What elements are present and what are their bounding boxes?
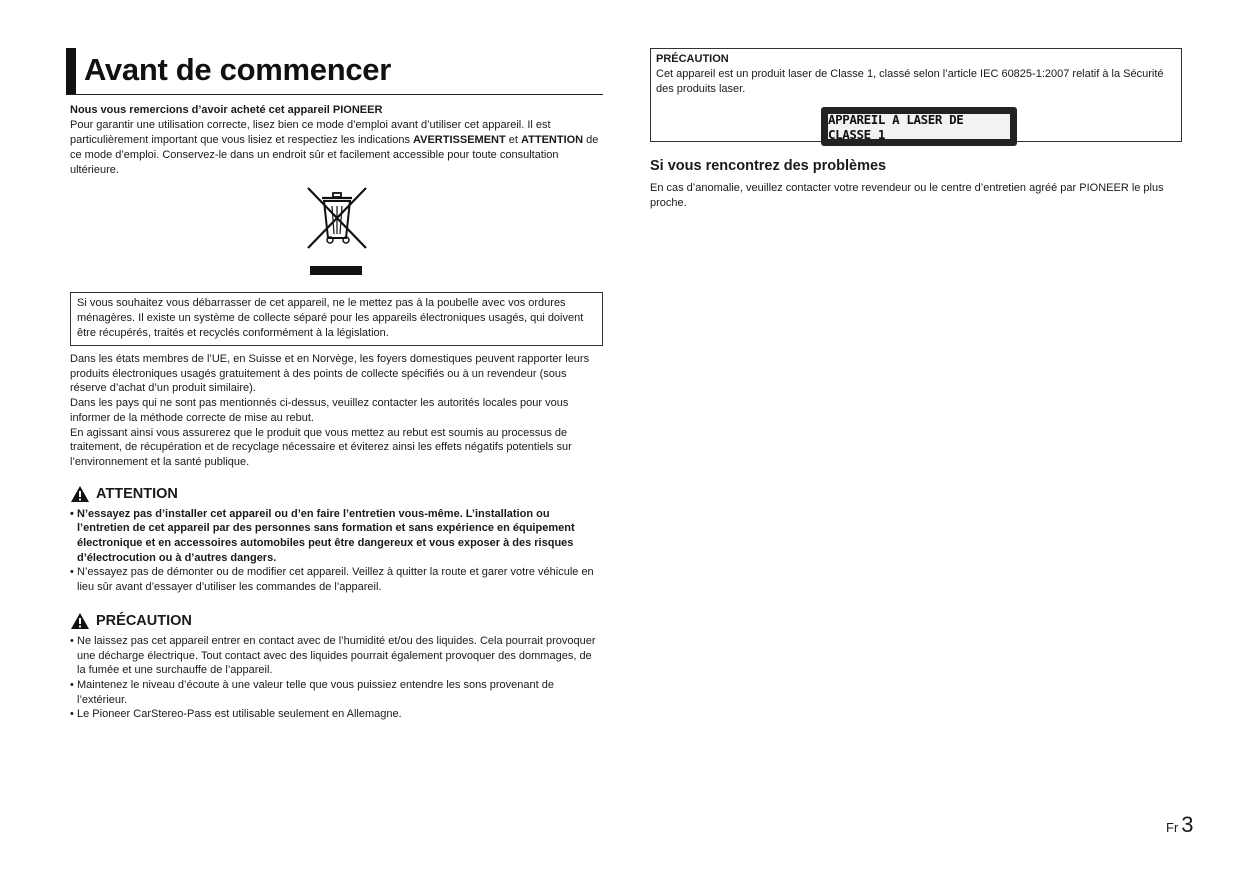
intro-text-3: de ce mode d’emploi. Conservez-le dans un endroit sûr et facilement accessible pour toute consultation ultérieure. [70,134,599,176]
attention-title: ATTENTION [96,485,178,502]
disposal-paragraph: Dans les pays qui ne sont pas mentionnés ci-dessus, veuillez contacter les autorités locales pour vous informer de la méthode correcte de mise au rebut. [70,397,569,424]
list-item: • N’essayez pas de démonter ou de modifier cet appareil. Veillez à quitter la route et garer votre véhicule en lieu sûr avant d’essayer d’utiliser les commandes de l’appareil. [70,565,603,594]
crossed-out-bin-icon [306,186,368,276]
list-item: • Maintenez le niveau d’écoute à une valeur telle que vous puissiez entendre les sons provenant de l’extérieur. [70,678,603,707]
disposal-paragraph: En agissant ainsi vous assurerez que le produit que vous mettez au rebut est soumis au processus de traitement, de récupération et de recyclage nécessaire et éviterez ainsi les effets négatifs potentiels sur l’environnement et la santé publique. [70,426,572,468]
intro-text [70,118,603,178]
laser-class-label-area [656,107,1175,147]
laser-caution-label: PRÉCAUTION [656,53,729,65]
page-language: Fr [1166,820,1179,835]
page-number-value: 3 [1181,812,1194,837]
weee-symbol-area [70,186,603,276]
page-title: Avant de commencer [84,52,392,87]
laser-class-badge-inner [828,111,1010,142]
intro-text-1: Pour garantir une utilisation correcte, lisez bien ce mode d’emploi avant d’utiliser cet appareil. Il est particulièrement important que vous lisiez et respectiez les indications [70,119,551,146]
list-item: • Le Pioneer CarStereo-Pass est utilisable seulement en Allemagne. [70,707,603,722]
disposal-box: Si vous souhaitez vous débarrasser de cet appareil, ne le mettez pas à la poubelle avec vos ordures ménagères. Il existe un système de collecte séparé pour les appareils électroniques usagés, qui doivent être récupérés, traités et recyclés conformément à la législation. [70,292,603,346]
laser-class-badge-text: APPAREIL À LASER DE CLASSE 1 [828,111,964,142]
title-block [66,48,603,95]
left-column [70,48,603,722]
attention-heading [70,484,603,504]
title-bar [66,48,76,94]
precaution-list [70,634,603,722]
laser-caution-box [650,48,1182,142]
intro-heading: Nous vous remercions d’avoir acheté cet appareil PIONEER [70,104,383,116]
list-item: • Ne laissez pas cet appareil entrer en contact avec de l’humidité et/ou des liquides. Cela pourrait provoquer une décharge électrique. Tout contact avec des liquides pourrait également provoquer des dommages, de la fumée et une surchauffe de l’appareil. [70,634,603,678]
attention-list [70,507,603,595]
page-number [1166,812,1194,838]
warning-triangle-icon [70,485,90,503]
disposal-paragraphs [70,352,603,470]
problems-heading: Si vous rencontrez des problèmes [650,158,887,174]
laser-class-badge [821,107,1017,146]
list-item: • N’essayez pas d’installer cet appareil ou d’en faire l’entretien vous-même. L’installation ou l’entretien de cet appareil par des personnes sans formation et sans expérience en équipement électronique et en accessoires automobiles peut être dangereux et vous exposer à des risques d’électrocution ou à d’autres dangers. [70,507,603,566]
disposal-paragraph: Dans les états membres de l’UE, en Suisse et en Norvège, les foyers domestiques peuvent rapporter leurs produits électroniques usagés gratuitement à des points de collecte spécifiés ou à un revendeur (sous réserve d’achat d’un produit similaire). [70,353,590,395]
precaution-heading [70,611,603,631]
right-column [650,48,1182,210]
intro [70,103,603,178]
precaution-title: PRÉCAUTION [96,612,192,629]
laser-caution-text: Cet appareil est un produit laser de Classe 1, classé selon l’article IEC 60825-1:2007 relatif à la Sécurité des produits laser. [656,68,1164,95]
intro-bold-attention: ATTENTION [521,134,584,146]
intro-text-2: et [505,134,521,146]
problems-text: En cas d’anomalie, veuillez contacter votre revendeur ou le centre d’entretien agréé par PIONEER le plus proche. [650,182,1164,209]
intro-bold-avertissement: AVERTISSEMENT [413,134,506,146]
warning-triangle-icon [70,612,90,630]
